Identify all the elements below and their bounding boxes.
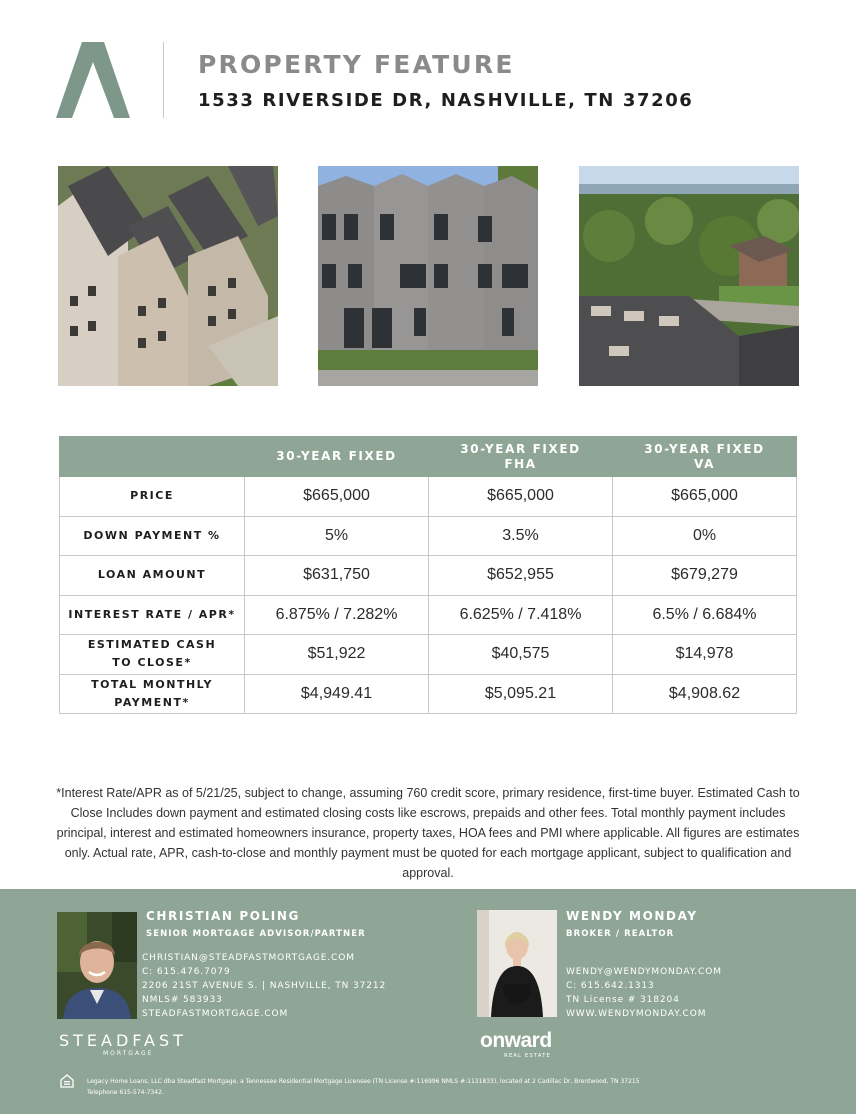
mortgage-comparison-table [59, 436, 797, 714]
row-label [60, 516, 245, 556]
table-cell: 6.5% / 6.684% [613, 595, 797, 635]
table-cell: $665,000 [613, 477, 797, 517]
agent-address-poling: 2206 21ST AVENUE S. | NASHVILLE, TN 37212 [142, 981, 387, 991]
row-label-subline: TO CLOSE* [112, 656, 192, 670]
table-cell: $14,978 [613, 635, 797, 675]
property-photo-aerial-townhomes [58, 166, 278, 386]
legal-line-2: Telephone 615-574-7342. [87, 1089, 164, 1096]
table-row [60, 595, 797, 635]
agent-license-monday: TN License # 318204 [566, 995, 680, 1005]
column-header-line: 30-YEAR FIXED [276, 449, 397, 463]
table-cell: 3.5% [429, 516, 613, 556]
rate-disclaimer: *Interest Rate/APR as of 5/21/25, subject to change, assuming 760 credit score, primary residence, first-time buyer. Estimated Cash to Close Includes down payment and estimated closing costs like escrows, prepaids and other fees. Total monthly payment includes principal, interest and estimated homeowners insurance, property taxes, HOA fees and PMI where applicable. All figures are estimates only. Actual rate, APR, cash-to-close and monthly payment must be quoted for each mortgage applicant, subject to qualification and approval. [56, 786, 800, 880]
table-cell: $679,279 [613, 556, 797, 596]
row-label-line: DOWN PAYMENT % [83, 528, 221, 542]
agent-name-poling: CHRISTIAN POLING [146, 909, 300, 923]
table-cell: $5,095.21 [429, 674, 613, 714]
table-cell: $631,750 [245, 556, 429, 596]
steadfast-mortgage-logo-subtext: MORTGAGE [103, 1050, 154, 1057]
agent-email-poling[interactable]: CHRISTIAN@STEADFASTMORTGAGE.COM [142, 953, 355, 963]
row-label [60, 674, 245, 714]
table-row [60, 635, 797, 675]
avatar-christian-poling [57, 912, 137, 1019]
table-header-row [60, 437, 797, 477]
column-header-line: 30-YEAR FIXED [460, 441, 581, 456]
table-cell: $665,000 [245, 477, 429, 517]
table-row [60, 674, 797, 714]
table-cell: $652,955 [429, 556, 613, 596]
onward-real-estate-logo: onward [480, 1029, 552, 1052]
agent-license-poling: NMLS# 583933 [142, 995, 223, 1005]
header-divider [163, 42, 164, 118]
row-label-line: INTEREST RATE / APR* [68, 607, 236, 621]
column-header [613, 437, 797, 477]
row-label-line: TOTAL MONTHLY [91, 677, 213, 691]
table-cell: $4,949.41 [245, 674, 429, 714]
table-cell: 6.875% / 7.282% [245, 595, 429, 635]
table-header-blank [60, 437, 245, 477]
table-cell: 6.625% / 7.418% [429, 595, 613, 635]
row-label-subline: PAYMENT* [114, 695, 190, 709]
row-label-line: LOAN AMOUNT [97, 568, 207, 582]
table-cell: 5% [245, 516, 429, 556]
onward-real-estate-logo-subtext: REAL ESTATE [504, 1053, 551, 1059]
agent-website-monday[interactable]: WWW.WENDYMONDAY.COM [566, 1009, 707, 1019]
property-address: 1533 RIVERSIDE DR, NASHVILLE, TN 37206 [198, 90, 694, 111]
agent-phone-monday[interactable]: C: 615.642.1313 [566, 981, 655, 991]
agent-footer [0, 889, 856, 1114]
agent-name-monday: WENDY MONDAY [566, 909, 698, 923]
company-logo-icon [56, 42, 130, 118]
agent-email-monday[interactable]: WENDY@WENDYMONDAY.COM [566, 967, 722, 977]
column-header-subline: FHA [504, 456, 537, 471]
table-cell: $40,575 [429, 635, 613, 675]
avatar-wendy-monday [477, 910, 557, 1017]
column-header-subline: VA [694, 456, 715, 471]
steadfast-mortgage-logo: STEADFAST [59, 1031, 187, 1050]
agent-role-monday: BROKER / REALTOR [566, 929, 675, 939]
property-photo-front-facade [318, 166, 538, 386]
row-label [60, 635, 245, 675]
table-cell: 0% [613, 516, 797, 556]
page-title: PROPERTY FEATURE [198, 50, 515, 79]
agent-phone-poling[interactable]: C: 615.476.7079 [142, 967, 231, 977]
equal-housing-icon [60, 1074, 74, 1088]
agent-website-poling[interactable]: STEADFASTMORTGAGE.COM [142, 1009, 289, 1019]
row-label [60, 556, 245, 596]
table-cell: $51,922 [245, 635, 429, 675]
row-label-line: ESTIMATED CASH [87, 638, 217, 652]
row-label-line: PRICE [130, 489, 174, 503]
row-label [60, 595, 245, 635]
agent-role-poling: SENIOR MORTGAGE ADVISOR/PARTNER [146, 929, 366, 939]
legal-disclosure [87, 1076, 737, 1098]
row-label [60, 477, 245, 517]
table-cell: $665,000 [429, 477, 613, 517]
legal-line-1: Legacy Home Loans, LLC dba Steadfast Mortgage, a Tennessee Residential Mortgage Licensee (TN License #:116996 NMLS #:1131833), located at 2 Cadillac Dr, Brentwood, TN 37215 [87, 1078, 640, 1085]
column-header [245, 437, 429, 477]
table-row [60, 516, 797, 556]
table-row [60, 556, 797, 596]
table-cell: $4,908.62 [613, 674, 797, 714]
table-row [60, 477, 797, 517]
column-header-line: 30-YEAR FIXED [644, 441, 765, 456]
column-header [429, 437, 613, 477]
property-photo-neighborhood-aerial [579, 166, 799, 386]
